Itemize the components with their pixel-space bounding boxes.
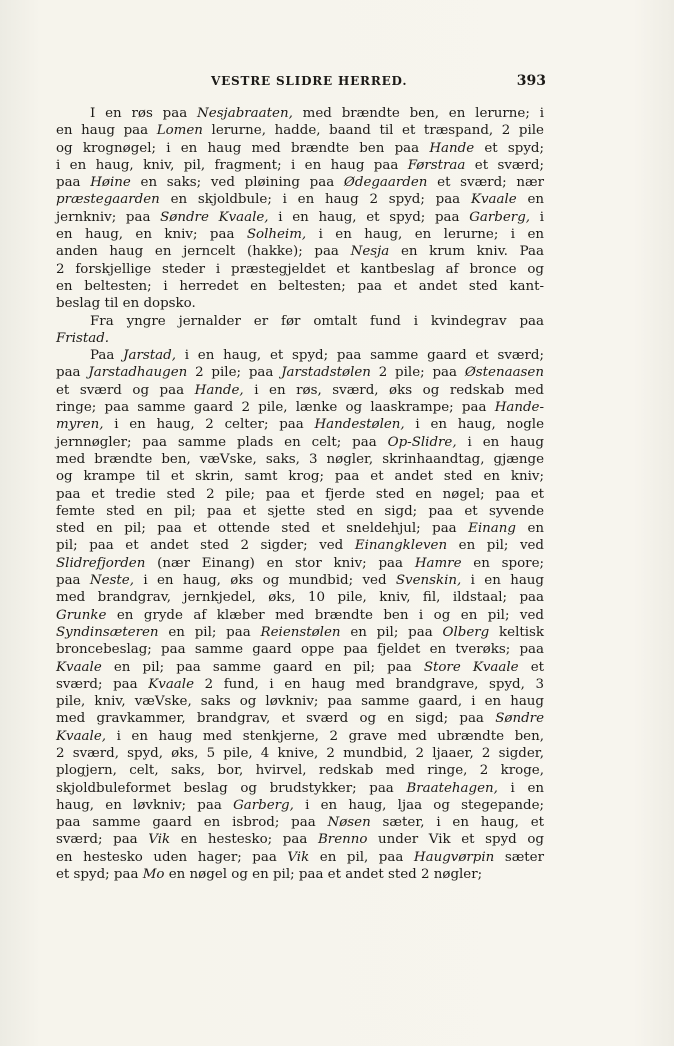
text-line — [56, 555, 544, 572]
text-run: sæter, i en haug, et — [370, 815, 544, 831]
text-line — [56, 122, 544, 139]
text-run: keltisk — [489, 624, 544, 640]
italic-run: Hande, — [194, 382, 244, 398]
text-run: i en røs, sværd, øks og redskab med — [243, 382, 544, 398]
italic-run: Kvaale, — [56, 728, 106, 744]
text-line — [56, 434, 544, 451]
italic-run: Søndre Kvaale, — [160, 209, 269, 225]
text-line — [56, 209, 544, 226]
text-line — [56, 451, 544, 468]
text-run: paa samme gaard en isbrod; paa — [56, 815, 328, 831]
text-run: skjoldbuleformet beslag og brudstykker; paa — [56, 780, 407, 796]
text-run: en pil; paa samme gaard en pil; paa — [101, 659, 424, 675]
page-body — [56, 105, 544, 883]
text-run: i en haug, et spyd; paa — [268, 209, 470, 225]
text-line — [56, 191, 544, 208]
italic-run: Handestølen, — [314, 417, 405, 433]
text-line — [56, 710, 544, 727]
italic-run: Nesja — [350, 244, 390, 260]
italic-run: Hamre — [414, 555, 462, 571]
text-line — [56, 174, 544, 191]
text-line — [56, 295, 544, 312]
text-run: 2 fund, i en haug med brandgrave, spyd, 3 — [194, 676, 544, 692]
italic-run: Jarstad, — [123, 348, 176, 364]
text-line — [56, 607, 544, 624]
text-run: sted en pil; paa et ottende sted et sneldehjul; paa — [56, 521, 469, 537]
text-run: Fra yngre jernalder er før omtalt fund i kvindegrav paa — [90, 313, 544, 329]
italic-run: Høine — [90, 175, 131, 191]
text-run: en pil; paa — [158, 624, 261, 640]
italic-run: Neste, — [89, 573, 134, 589]
italic-run: Fristad. — [56, 330, 110, 346]
text-line — [56, 676, 544, 693]
text-run: en beltesten; i herredet en beltesten; paa et andet sted kant- — [56, 278, 544, 294]
text-run: anden haug en jerncelt (hakke); paa — [56, 244, 351, 260]
text-run: under Vik et spyd og — [367, 832, 544, 848]
text-run: en pil, paa — [309, 849, 414, 865]
italic-run: Garberg, — [469, 209, 531, 225]
text-run: 2 forskjellige steder i præstegjeldet et kantbeslag af bronce og — [56, 261, 544, 277]
italic-run: Søndre — [495, 711, 544, 727]
text-run: en pil; paa — [340, 624, 443, 640]
italic-run: Mo — [142, 867, 165, 883]
italic-run: Vik — [287, 849, 310, 865]
text-run: 2 pile; paa — [370, 365, 465, 381]
text-run: med brændte ben, en lerurne; i — [292, 106, 544, 121]
text-run: i en haug, ljaa og stegepande; — [293, 797, 545, 813]
text-run: et sværd og paa — [56, 382, 195, 398]
text-line — [56, 745, 544, 762]
text-run: et — [518, 659, 545, 675]
text-line — [56, 243, 544, 260]
text-run: i en haug, et spyd; paa samme gaard et sværd; — [175, 348, 544, 364]
text-line — [56, 762, 544, 779]
text-line — [56, 537, 544, 554]
italic-run: myren, — [56, 417, 104, 433]
italic-run: Vik — [148, 832, 171, 848]
text-run: sværd; paa — [56, 832, 149, 848]
text-line — [56, 468, 544, 485]
text-run: haug, en løvkniv; paa — [56, 797, 234, 813]
italic-run: Hande- — [494, 400, 544, 416]
text-run: en gryde af klæber med brændte ben i og en pil; ved — [106, 607, 544, 623]
text-run: plogjern, celt, saks, bor, hvirvel, redskab med ringe, 2 kroge, — [56, 763, 544, 779]
text-run: og krampe til et skrin, samt krog; paa et andet sted en kniv; — [56, 469, 544, 485]
text-run: beslag til en dopsko. — [56, 296, 196, 312]
italic-run: Nesjabraaten, — [197, 106, 293, 121]
text-run: Paa — [90, 348, 124, 364]
italic-run: Østenaasen — [464, 365, 544, 381]
text-line — [56, 589, 544, 606]
text-line — [56, 330, 544, 347]
text-run: en hestesko; paa — [170, 832, 318, 848]
text-run: paa — [56, 573, 90, 589]
text-run: i en haug, 2 celter; paa — [103, 417, 315, 433]
text-run: et spyd; paa — [56, 867, 143, 883]
italic-run: Kvaale — [470, 192, 517, 208]
text-line — [56, 624, 544, 641]
text-run: i en haug, øks og mundbid; ved — [133, 573, 396, 589]
text-line — [56, 261, 544, 278]
text-line — [56, 780, 544, 797]
italic-run: Grunke — [56, 607, 107, 623]
page-number: 393 — [516, 73, 546, 89]
text-run: i en haug — [461, 573, 544, 589]
text-line — [56, 226, 544, 243]
text-line — [56, 693, 544, 710]
italic-run: Jarstadstølen — [281, 365, 371, 381]
italic-run: Op-Slidre, — [387, 434, 457, 450]
italic-run: Store Kvaale — [423, 659, 519, 675]
text-line — [56, 157, 544, 174]
italic-run: Førstraa — [407, 157, 466, 173]
text-run: i en haug, nogle — [404, 417, 544, 433]
italic-run: Svenskin, — [395, 573, 462, 589]
text-run: jernnøgler; paa samme plads en celt; paa — [56, 434, 388, 450]
italic-run: Einangkleven — [354, 538, 448, 554]
text-line — [56, 364, 544, 381]
text-run: en hestesko uden hager; paa — [56, 849, 288, 865]
text-line — [56, 797, 544, 814]
text-line — [56, 641, 544, 658]
italic-run: Slidrefjorden — [56, 555, 146, 571]
text-run: i — [530, 209, 545, 225]
text-run: lerurne, hadde, baand til et træspand, 2 pile — [202, 123, 544, 139]
text-run: med gravkammer, brandgrav, et sværd og en sigd; paa — [56, 711, 496, 727]
text-run: 2 pile; paa — [187, 365, 282, 381]
text-run: en — [516, 521, 544, 537]
text-run: jernkniv; paa — [56, 209, 161, 225]
italic-run: Garberg, — [233, 797, 294, 813]
text-run: et sværd; — [465, 157, 544, 173]
italic-run: Haugvørpin — [413, 849, 495, 865]
text-line — [56, 866, 544, 883]
text-run: paa et tredie sted 2 pile; paa et fjerde sted en nøgel; paa et — [56, 486, 544, 502]
italic-run: Kvaale — [148, 676, 194, 692]
text-run: 2 sværd, spyd, øks, 5 pile, 4 knive, 2 mundbid, 2 ljaaer, 2 sigder, — [56, 745, 544, 761]
text-run: i en haug, en lerurne; i en — [306, 227, 545, 243]
text-run: en — [516, 192, 544, 208]
text-line — [56, 416, 544, 433]
text-line — [56, 520, 544, 537]
text-run: (nær Einang) en stor kniv; paa — [145, 555, 415, 571]
text-line — [56, 313, 544, 330]
italic-run: Syndinsæteren — [56, 624, 159, 640]
text-run: paa — [56, 365, 89, 381]
text-run: I en røs paa — [90, 106, 198, 121]
text-run: pil; paa et andet sted 2 sigder; ved — [56, 538, 355, 554]
text-run: et spyd; — [474, 140, 544, 156]
italic-run: Lomen — [156, 123, 203, 139]
italic-run: Ødegaarden — [343, 175, 428, 191]
text-run: og krognøgel; i en haug med brændte ben paa — [56, 140, 430, 156]
text-run: pile, kniv, væVske, saks og løvkniv; paa samme gaard, i en haug — [56, 694, 544, 710]
text-run: i en haug, kniv, pil, fragment; i en haug paa — [56, 157, 408, 173]
italic-run: Einang — [468, 521, 516, 537]
italic-run: Jarstadhaugen — [88, 365, 188, 381]
text-run: en haug paa — [56, 123, 157, 139]
italic-run: Olberg — [442, 624, 490, 640]
text-run: i en haug med stenkjerne, 2 grave med ubrændte ben, — [106, 728, 544, 744]
text-line — [56, 728, 544, 745]
italic-run: præstegaarden — [56, 192, 160, 208]
text-line — [56, 105, 544, 122]
text-run: med brændte ben, væVske, saks, 3 nøgler, skrinhaandtag, gjænge — [56, 451, 544, 467]
text-run: ringe; paa samme gaard 2 pile, lænke og laaskrampe; paa — [56, 400, 495, 416]
text-run: paa — [56, 175, 91, 191]
text-line — [56, 503, 544, 520]
text-line — [56, 278, 544, 295]
page-header — [56, 74, 546, 92]
text-line — [56, 486, 544, 503]
italic-run: Hande — [429, 140, 475, 156]
text-line — [56, 659, 544, 676]
italic-run: Solheim, — [246, 227, 307, 243]
running-title: VESTRE SLIDRE HERRED. — [211, 74, 408, 88]
text-run: en nøgel og en pil; paa et andet sted 2 nøgler; — [164, 867, 483, 883]
text-run: i en — [497, 780, 544, 796]
italic-run: Kvaale — [56, 659, 102, 675]
italic-run: Brenno — [317, 832, 368, 848]
text-line — [56, 572, 544, 589]
text-run: en haug, en kniv; paa — [56, 227, 247, 243]
text-run: en krum kniv. Paa — [389, 244, 544, 260]
italic-run: Reienstølen — [260, 624, 341, 640]
text-run: sæter — [494, 849, 544, 865]
text-run: femte sted en pil; paa et sjette sted en sigd; paa et syvende — [56, 503, 544, 519]
text-run: en pil; ved — [447, 538, 545, 554]
italic-run: Braatehagen, — [406, 780, 498, 796]
text-line — [56, 382, 544, 399]
text-run: sværd; paa — [56, 676, 149, 692]
text-run: i en haug — [456, 434, 544, 450]
text-run: en skjoldbule; i en haug 2 spyd; paa — [159, 192, 471, 208]
text-line — [56, 831, 544, 848]
text-line — [56, 814, 544, 831]
text-run: et sværd; nær — [427, 175, 544, 191]
text-line — [56, 399, 544, 416]
italic-run: Nøsen — [327, 815, 371, 831]
text-line — [56, 849, 544, 866]
text-line — [56, 140, 544, 157]
text-run: en spore; — [461, 555, 545, 571]
text-run: med brandgrav, jernkjedel, øks, 10 pile, kniv, fil, ildstaal; paa — [56, 590, 544, 606]
text-run: broncebeslag; paa samme gaard oppe paa fjeldet en tverøks; paa — [56, 642, 544, 658]
text-run: en saks; ved pløining paa — [130, 175, 344, 191]
text-line — [56, 347, 544, 364]
